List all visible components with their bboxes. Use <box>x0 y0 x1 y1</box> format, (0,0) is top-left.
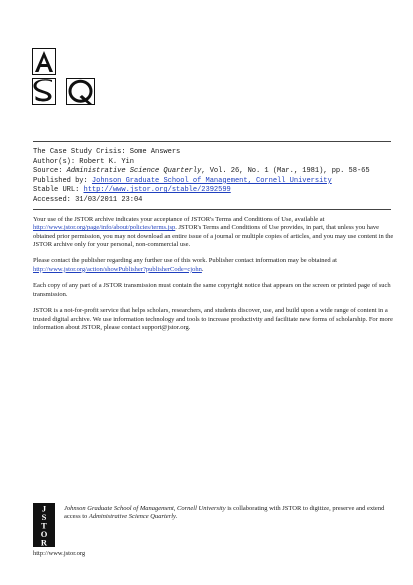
jstor-url[interactable]: http://www.jstor.org <box>33 550 86 557</box>
svg-text:J: J <box>41 503 47 514</box>
terms-text <box>33 216 395 340</box>
terms-paragraph-4: JSTOR is a not-for-profit service that helps scholars, researchers, and students discover, use, and build upon a wide range of content in a trusted digital archive. We use information technology and tools to increase productivity and facilitate new forms of scholarship. For more information about JSTOR, please contact support@jstor.org. <box>33 307 393 331</box>
source-details: , Vol. 26, No. 1 (Mar., 1981), pp. 58-65 <box>201 167 370 176</box>
article-stable-url <box>33 186 393 196</box>
jstor-logo <box>33 503 55 547</box>
source-journal: Administrative Science Quarterly <box>66 167 202 176</box>
svg-text:S: S <box>41 512 47 522</box>
terms-text-2: Please contact the publisher regarding any further use of this work. Publisher contact information may be obtained at <box>33 257 337 265</box>
publisher-contact-link[interactable]: http://www.jstor.org/action/showPublisher?publisherCode=cjohn <box>33 265 202 273</box>
footer <box>33 503 395 563</box>
terms-paragraph-3: Each copy of any part of a JSTOR transmission must contain the same copyright notice that appears on the screen or printed page of such transmission. <box>33 282 391 298</box>
jstor-logo-mark <box>33 503 55 547</box>
footer-end-text: . <box>175 513 178 521</box>
terms-paragraph-1 <box>33 216 395 249</box>
terms-paragraph-2 <box>33 257 395 274</box>
terms-text-1-after: . JSTOR's Terms and Conditions of Use provides, in part, that unless you have obtained prior permission, you may not download an entire issue of a journal or multiple copies of articles, and you may use content in the JSTOR archive only for your personal, non-commercial use. <box>33 224 394 248</box>
article-source <box>33 167 393 177</box>
top-divider <box>33 141 391 142</box>
asq-logo-mark <box>32 48 96 106</box>
footer-mid-text: is collaborating with JSTOR to digitize, preserve and extend access to <box>64 505 385 521</box>
stable-url-link[interactable]: http://www.jstor.org/stable/2392599 <box>83 186 231 195</box>
article-metadata <box>33 148 393 206</box>
article-publisher <box>33 177 393 187</box>
terms-link[interactable]: http://www.jstor.org/page/info/about/policies/terms.jsp <box>33 224 176 232</box>
source-label: Source: <box>33 167 63 176</box>
svg-text:T: T <box>41 520 47 531</box>
article-accessed: Accessed: 31/03/2011 23:04 <box>33 195 143 204</box>
svg-text:O: O <box>40 529 48 539</box>
asq-logo <box>32 48 96 106</box>
terms-text-2-after: . <box>201 265 204 273</box>
terms-text-1: Your use of the JSTOR archive indicates your acceptance of JSTOR's Terms and Conditions of Use, available at <box>33 216 325 223</box>
published-label: Published by: <box>33 176 88 185</box>
article-title: The Case Study Crisis: Some Answers <box>33 148 181 156</box>
footer-publisher: Johnson Graduate School of Management, Cornell University <box>64 505 226 512</box>
article-author: Author(s): Robert K. Yin <box>33 157 134 166</box>
footer-collaboration-text <box>64 505 395 521</box>
publisher-link[interactable]: Johnson Graduate School of Management, Cornell University <box>91 176 332 185</box>
middle-divider <box>33 209 391 210</box>
footer-journal: Administrative Science Quarterly <box>88 513 176 521</box>
stable-url-label: Stable URL: <box>33 186 80 195</box>
svg-text:R: R <box>40 537 48 547</box>
